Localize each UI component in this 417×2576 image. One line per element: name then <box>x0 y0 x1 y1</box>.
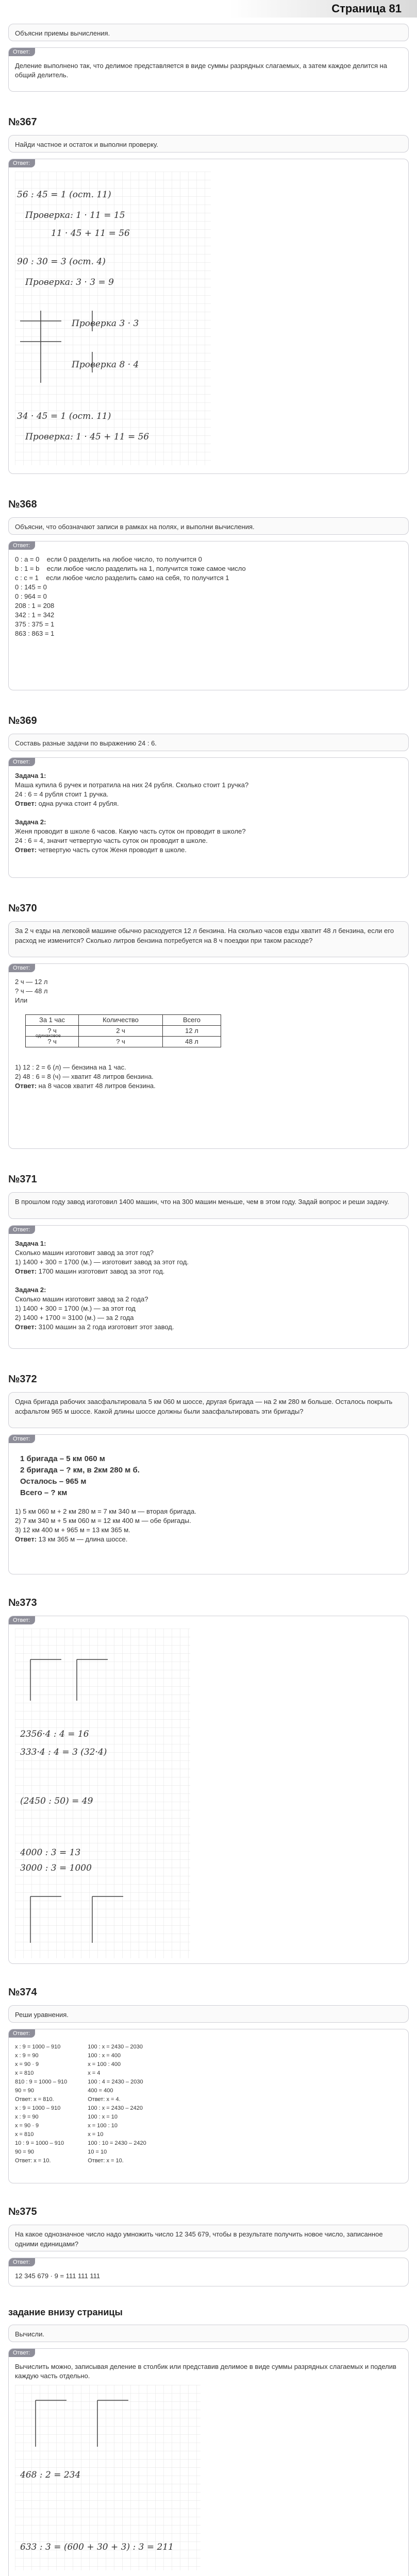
t374-line: 100 : x = 2430 – 2420 <box>88 2105 143 2111</box>
answer-tag: Ответ: <box>9 1435 35 1443</box>
t367-task-text: Найди частное и остаток и выполни проверку. <box>15 141 158 148</box>
t374-line: 10 : 9 = 1000 – 910 <box>15 2140 64 2146</box>
t373-hand-line: 2356·4 : 4 = 16 <box>20 1729 89 1739</box>
t370-post: 2) 48 : 6 = 8 (ч) — хватит 48 литров бензина. <box>15 1073 154 1080</box>
t373-hand-line: (2450 : 50) = 49 <box>20 1796 93 1806</box>
t369-task-box <box>8 734 409 751</box>
t370-table-cell: 2 ч <box>79 1026 163 1037</box>
t372-line: 3) 12 км 400 м + 965 м = 13 км 365 м. <box>15 1526 130 1534</box>
t372-scheme-line: 1 бригада – 5 км 060 м <box>20 1454 105 1463</box>
t374-line: x : 9 = 1000 – 910 <box>15 2105 61 2111</box>
answer-tag: Ответ: <box>9 758 35 766</box>
page-title: Страница 81 <box>331 2 402 15</box>
t367-handwritten-image <box>15 172 211 465</box>
t371-z1-ans-label: Ответ: <box>15 1267 37 1275</box>
t371-z1-calc: 1) 1400 + 300 = 1700 (м.) — изготовит завод за этот год. <box>15 1258 189 1266</box>
bottom-task-text: Вычисли. <box>15 2330 45 2338</box>
t369-answer-text <box>15 771 402 855</box>
answer-tag: Ответ: <box>9 159 35 167</box>
t368-line: 342 : 1 = 342 <box>15 611 55 619</box>
bottom-task-box <box>8 2325 409 2342</box>
t374-line: x = 100 : 10 <box>88 2123 118 2129</box>
t368-task-text: Объясни, что обозначают записи в рамках на полях, и выполни вычисления. <box>15 523 255 531</box>
t374-answer-box <box>8 2029 409 2183</box>
answer-tag: Ответ: <box>9 2029 35 2038</box>
t374-line: Ответ: x = 10. <box>15 2158 51 2164</box>
t374-line: 100 : x = 2430 – 2030 <box>88 2044 143 2050</box>
t374-line: x : 9 = 1000 – 910 <box>15 2044 61 2050</box>
t371-answer-text <box>15 1239 402 1332</box>
t372-final: 13 км 365 м — длина шоссе. <box>37 1535 128 1543</box>
t373-answer-box <box>8 1616 409 1964</box>
t372-answer-box <box>8 1434 409 1574</box>
t371-z1-ans: 1700 машин изготовит завод за этот год. <box>37 1267 165 1275</box>
t374-line: x = 810 <box>15 2070 34 2076</box>
t372-scheme-line: 2 бригада – ? км, в 2км 280 м б. <box>20 1466 140 1475</box>
task-number-367: №367 <box>8 116 37 128</box>
t374-line: 100 : 10 = 2430 – 2420 <box>88 2140 146 2146</box>
intro-answer-box <box>8 47 409 92</box>
task-number-374: №374 <box>8 1987 37 1998</box>
task-number-369: №369 <box>8 715 37 726</box>
t370-pre: ? ч — 48 л <box>15 987 48 995</box>
t370-table-cell: 48 л <box>163 1037 221 1047</box>
svg-text:Проверка 3 · 3: Проверка 3 · 3 <box>72 318 139 329</box>
t371-z2-ans-label: Ответ: <box>15 1323 37 1331</box>
answer-tag: Ответ: <box>9 2349 35 2357</box>
t374-line: Ответ: x = 10. <box>88 2158 124 2164</box>
t369-z2-ans-label: Ответ: <box>15 846 37 854</box>
t370-pre: 2 ч — 12 л <box>15 978 48 986</box>
t370-final-label: Ответ: <box>15 1082 37 1090</box>
t368-line: 0 : 145 = 0 <box>15 583 47 591</box>
t370-answer-box <box>8 963 409 1149</box>
t371-task-box <box>8 1192 409 1219</box>
task-number-368: №368 <box>8 499 37 510</box>
answer-tag: Ответ: <box>9 1616 35 1624</box>
t373-hand-line: 3000 : 3 = 1000 <box>20 1863 92 1873</box>
t374-line: 100 : 4 = 2430 – 2030 <box>88 2079 143 2085</box>
t374-line: 810 : 9 = 1000 – 910 <box>15 2079 68 2085</box>
t374-line: x = 90 · 9 <box>15 2061 39 2067</box>
t370-table <box>25 1014 221 1047</box>
t374-line: 400 = 400 <box>88 2088 113 2094</box>
t368-answer-text <box>15 555 402 638</box>
t372-task-box <box>8 1392 409 1428</box>
t370-task-text: За 2 ч езды на легковой машине обычно расходуется 12 л бензина. На сколько часов езды хватит 48 л бензина, если его расход не изменится? Сколько литров бензина потребуется на 8 ч поездки при таком расходе? <box>15 927 394 944</box>
t373-handwritten-image <box>15 1629 190 1958</box>
t374-line: 90 = 90 <box>15 2088 35 2094</box>
answer-tag: Ответ: <box>9 541 35 550</box>
t375-answer-text: 12 345 679 · 9 = 111 111 111 <box>15 2272 101 2280</box>
task-number-373: №373 <box>8 1597 37 1608</box>
intro-task-text: Объясни приемы вычисления. <box>15 29 110 37</box>
t370-table-cell: За 1 час <box>26 1015 79 1026</box>
t375-answer-box <box>8 2258 409 2286</box>
t370-table-note: одинаковое <box>36 1033 61 1038</box>
t369-z2-title: Задача 2: <box>15 818 46 826</box>
t370-table-cell: ? ч <box>26 1037 79 1047</box>
task-number-370: №370 <box>8 903 37 914</box>
t374-line: x = 810 <box>15 2131 34 2138</box>
svg-text:Проверка 8 · 4: Проверка 8 · 4 <box>72 360 139 370</box>
t371-z2-calc2: 2) 1400 + 1700 = 3100 (м.) — за 2 года <box>15 1314 134 1321</box>
t370-post: 1) 12 : 2 = 6 (л) — бензина на 1 час. <box>15 1063 126 1071</box>
t373-hand-line: 4000 : 3 = 13 <box>20 1848 81 1858</box>
t374-col1 <box>15 2043 67 2165</box>
t372-line: 2) 7 км 340 м + 5 км 060 м = 12 км 400 м — обе бригады. <box>15 1517 191 1524</box>
t372-scheme-line: Осталось – 965 м <box>20 1477 87 1486</box>
t374-line: x = 100 : 400 <box>88 2061 121 2067</box>
t374-line: x = 4 <box>88 2070 101 2076</box>
t374-line: x : 9 = 90 <box>15 2114 39 2120</box>
t371-z2-title: Задача 2: <box>15 1286 46 1294</box>
answer-tag: Ответ: <box>9 2258 35 2266</box>
t367-answer-box <box>8 159 409 474</box>
t370-final: на 8 часов хватит 48 литров бензина. <box>37 1082 156 1090</box>
t368-line: b : 1 = b если любое число разделить на 1, получится тоже самое число <box>15 565 246 572</box>
t374-task-box <box>8 2005 409 2023</box>
t374-answer-text <box>15 2043 402 2165</box>
t371-answer-box <box>8 1225 409 1349</box>
t374-line: 90 = 90 <box>15 2149 35 2155</box>
t368-line: 863 : 863 = 1 <box>15 630 55 637</box>
t370-table-cell: ? ч <box>26 1026 79 1037</box>
intro-task-box <box>8 24 409 41</box>
t374-line: x = 90 · 9 <box>15 2123 39 2129</box>
t367-hand-line: Проверка: 1 · 45 + 11 = 56 <box>25 432 149 442</box>
t367-hand-line: 56 : 45 = 1 (ост. 11) <box>17 190 111 200</box>
t370-table-cell: Всего <box>163 1015 221 1026</box>
t374-line: x = 10 <box>88 2131 104 2138</box>
t367-hand-line: 11 · 45 + 11 = 56 <box>51 228 130 239</box>
task-number-372: №372 <box>8 1374 37 1385</box>
bottom-hand-line: 633 : 3 = (600 + 30 + 3) : 3 = 211 <box>20 2542 174 2552</box>
t370-task-box <box>8 921 409 957</box>
t367-hand-line: 34 · 45 = 1 (ост. 11) <box>17 411 111 421</box>
t368-line: 0 : 964 = 0 <box>15 592 47 600</box>
t374-line: 100 : x = 400 <box>88 2053 121 2059</box>
t374-task-text: Реши уравнения. <box>15 2011 69 2019</box>
answer-tag: Ответ: <box>9 1226 35 1234</box>
bottom-heading: задание внизу страницы <box>8 2307 123 2317</box>
t370-table-cell: ? ч <box>79 1037 163 1047</box>
task-number-375: №375 <box>8 2206 37 2217</box>
t370-table-cell: 12 л <box>163 1026 221 1037</box>
t374-line: Ответ: x = 810. <box>15 2096 54 2103</box>
bottom-answer-text: Вычислить можно, записывая деление в столбик или представив делимое в виде суммы разрядных слагаемых и поделив каждую часть отдельно. <box>15 2363 396 2380</box>
t368-line: 0 : a = 0 если 0 разделить на любое число, то получится 0 <box>15 555 202 563</box>
t368-line: 375 : 375 = 1 <box>15 620 55 628</box>
t371-z2-text: Сколько машин изготовит завод за 2 года? <box>15 1295 148 1303</box>
t374-line: x : 9 = 90 <box>15 2053 39 2059</box>
t375-task-text: На какое однозначное число надо умножить число 12 345 679, чтобы в результате получить новое число, записанное одними единицами? <box>15 2230 383 2248</box>
bottom-answer-box <box>8 2348 409 2576</box>
t372-line: 1) 5 км 060 м + 2 км 280 м = 7 км 340 м — вторая бригада. <box>15 1507 196 1515</box>
t374-line: 100 : x = 10 <box>88 2114 118 2120</box>
t369-z2-ans: четвертую часть суток Женя проводит в школе. <box>37 846 187 854</box>
t372-scheme <box>20 1453 402 1499</box>
answer-tag: Ответ: <box>9 964 35 972</box>
t369-z2-calc: 24 : 6 = 4, значит четвертую часть суток он проводит в школе. <box>15 837 208 844</box>
t371-z2-calc1: 1) 1400 + 300 = 1700 (м.) — за этот год <box>15 1304 136 1312</box>
bottom-handwritten-image <box>15 2385 201 2570</box>
t375-task-box <box>8 2225 409 2251</box>
bottom-hand-line: 468 : 2 = 234 <box>20 2470 81 2480</box>
t369-z2-text: Женя проводит в школе 6 часов. Какую часть суток он проводит в школе? <box>15 827 246 835</box>
t370-pre: Или <box>15 996 28 1004</box>
t372-answer-text <box>15 1448 402 1544</box>
task-number-371: №371 <box>8 1174 37 1185</box>
t368-answer-box <box>8 541 409 690</box>
t367-task-box <box>8 135 409 152</box>
page-header <box>0 0 417 18</box>
t369-task-text: Составь разные задачи по выражению 24 : 6. <box>15 739 157 747</box>
t367-hand-line: 90 : 30 = 3 (ост. 4) <box>17 257 106 267</box>
t368-task-box <box>8 517 409 535</box>
t371-z2-ans: 3100 машин за 2 года изготовит этот завод. <box>37 1323 174 1331</box>
t369-z1-text: Маша купила 6 ручек и потратила на них 24 рубля. Сколько стоит 1 ручка? <box>15 781 249 789</box>
t374-col2 <box>88 2043 146 2165</box>
t369-z1-calc: 24 : 6 = 4 рубля стоит 1 ручка. <box>15 790 109 798</box>
t370-answer-text <box>15 977 402 1091</box>
t368-line: 208 : 1 = 208 <box>15 602 55 609</box>
t368-line: c : c = 1 если любое число разделить само на себя, то получится 1 <box>15 574 229 582</box>
t369-answer-box <box>8 757 409 878</box>
answer-tag: Ответ: <box>9 48 35 56</box>
t372-task-text: Одна бригада рабочих заасфальтировала 5 км 060 м шоссе, другая бригада — на 2 км 280 м больше. Осталось покрыть асфальтом 965 м шоссе. Какой длины шоссе должны были заасфальтировать эти бригады? <box>15 1398 393 1415</box>
t373-hand-line: 333·4 : 4 = 3 (32·4) <box>20 1747 107 1757</box>
t370-table-cell: Количество <box>79 1015 163 1026</box>
t371-z1-title: Задача 1: <box>15 1240 46 1247</box>
t372-scheme-line: Всего – ? км <box>20 1488 68 1497</box>
t371-z1-text: Сколько машин изготовит завод за этот год? <box>15 1249 154 1257</box>
intro-answer-text: Деление выполнено так, что делимое представляется в виде суммы разрядных слагаемых, а затем каждое делится на общий делитель. <box>15 62 388 79</box>
t374-line: 10 = 10 <box>88 2149 107 2155</box>
t367-hand-line: Проверка: 3 · 3 = 9 <box>25 277 114 287</box>
t369-z1-title: Задача 1: <box>15 772 46 779</box>
t369-z1-ans: одна ручка стоит 4 рубля. <box>37 800 119 807</box>
t367-hand-line: Проверка: 1 · 11 = 15 <box>25 210 125 221</box>
t369-z1-ans-label: Ответ: <box>15 800 37 807</box>
t371-task-text: В прошлом году завод изготовил 1400 машин, что на 300 машин меньше, чем в этом году. Задай вопрос и реши задачу. <box>15 1198 389 1206</box>
t374-line: Ответ: x = 4. <box>88 2096 121 2103</box>
t372-final-label: Ответ: <box>15 1535 37 1543</box>
